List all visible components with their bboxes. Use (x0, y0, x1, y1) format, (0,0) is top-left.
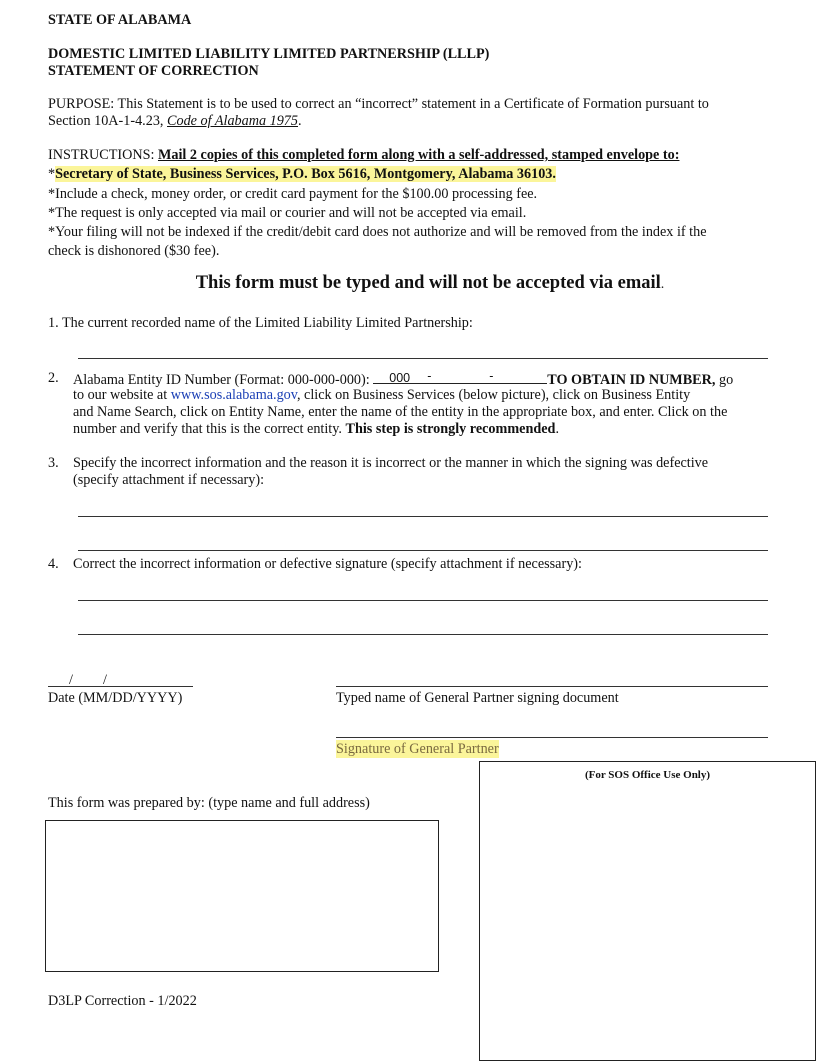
date-slash-1: / (69, 672, 73, 688)
instruction-mail-only: *The request is only accepted via mail or courier and will not be accepted via email. (48, 205, 527, 221)
date-field[interactable] (48, 670, 193, 687)
website-post: , click on Business Services (below picture), click on Business Entity (296, 387, 691, 403)
entity-id-prefix: 000 (389, 371, 411, 385)
llp-name-field[interactable] (78, 358, 768, 359)
form-id-footer: D3LP Correction - 1/2022 (48, 993, 197, 1009)
incorrect-info-field-2[interactable] (78, 550, 768, 551)
item-2-line-4 (73, 420, 559, 438)
instructions-heading (48, 146, 679, 164)
purpose-line-2 (48, 112, 302, 130)
item-2-line-3: and Name Search, click on Entity Name, enter the name of the entity in the appropriate box, and enter. Click on the (73, 404, 728, 420)
entity-id-dash-2: - (489, 369, 494, 383)
incorrect-info-field-1[interactable] (78, 516, 768, 517)
mailing-address: Secretary of State, Business Services, P.O. Box 5616, Montgomery, Alabama 36103. (55, 166, 556, 182)
item-1 (48, 314, 473, 332)
instruction-index-1: *Your filing will not be indexed if the credit/debit card does not authorize and will be removed from the index if the (48, 224, 707, 240)
sos-website-link[interactable]: www.sos.alabama.gov (170, 387, 297, 403)
prepared-by-label: This form was prepared by: (type name and full address) (48, 795, 370, 811)
item-4-number: 4. (48, 556, 59, 572)
item-3-line-2: (specify attachment if necessary): (73, 472, 265, 488)
form-title: DOMESTIC LIMITED LIABILITY LIMITED PARTNERSHIP (LLLP) (48, 46, 490, 62)
purpose-section: Section 10A-1-4.23, (48, 113, 168, 129)
obtain-id-text: TO OBTAIN ID NUMBER, (547, 372, 716, 388)
obtain-id-go: go (715, 372, 734, 388)
form-subtitle: STATEMENT OF CORRECTION (48, 63, 259, 79)
office-use-box (479, 761, 816, 1061)
code-of-alabama: Code of Alabama 1975 (167, 113, 298, 129)
office-use-label: (For SOS Office Use Only) (584, 769, 711, 781)
purpose-line-1: PURPOSE: This Statement is to be used to correct an “incorrect” statement in a Certificate of Formation pursuant to (48, 96, 709, 112)
purpose-period: . (298, 113, 302, 129)
entity-id-label: Alabama Entity ID Number (Format: 000-000-000): (73, 372, 374, 388)
date-label: Date (MM/DD/YYYY) (48, 690, 183, 706)
correction-field-1[interactable] (78, 600, 768, 601)
instructions-label: INSTRUCTIONS: (48, 147, 158, 163)
website-pre: to our website at (73, 387, 171, 403)
item-4-text: Correct the incorrect information or defective signature (specify attachment if necessary): (73, 556, 582, 572)
typed-notice-text: This form must be typed and will not be accepted via email (195, 273, 661, 293)
verify-text: number and verify that this is the correct entity. (73, 421, 346, 437)
item-3-line-1: Specify the incorrect information and the reason it is incorrect or the manner in which the signing was defective (73, 455, 709, 471)
correction-field-2[interactable] (78, 634, 768, 635)
state-heading: STATE OF ALABAMA (48, 12, 192, 28)
instruction-index-2: check is dishonored ($30 fee). (48, 243, 220, 259)
instruction-fee: *Include a check, money order, or credit card payment for the $100.00 processing fee. (48, 186, 538, 202)
date-slash-2: / (103, 672, 107, 688)
typed-notice (0, 272, 816, 296)
entity-id-field[interactable] (373, 369, 547, 384)
entity-id-dash-1: - (427, 369, 432, 383)
typed-notice-period: . (660, 277, 665, 292)
typed-name-field[interactable] (336, 686, 768, 687)
item-1-number: 1. (48, 315, 59, 331)
item-2-line-2 (73, 386, 690, 404)
typed-name-label: Typed name of General Partner signing document (336, 690, 619, 706)
strongly-recommended: This step is strongly recommended (345, 421, 556, 437)
signature-label: Signature of General Partner (336, 741, 499, 757)
item-3-number: 3. (48, 455, 59, 471)
prepared-by-box[interactable] (45, 820, 439, 972)
instructions-mail: Mail 2 copies of this completed form along with a self-addressed, stamped envelope to: (157, 147, 680, 163)
signature-field[interactable] (336, 737, 768, 738)
asterisk: * (48, 166, 56, 182)
verify-period: . (555, 421, 559, 437)
item-2-number: 2. (48, 370, 59, 386)
mailing-address-line (48, 165, 556, 183)
item-1-text: The current recorded name of the Limited Liability Limited Partnership: (61, 315, 473, 331)
